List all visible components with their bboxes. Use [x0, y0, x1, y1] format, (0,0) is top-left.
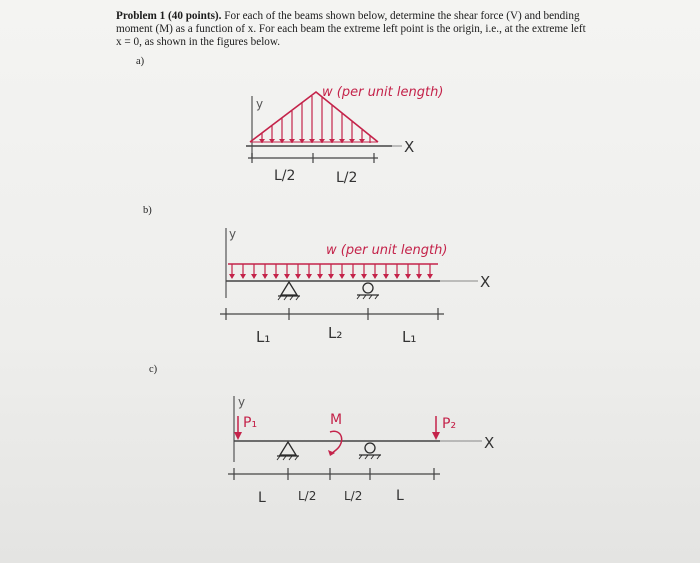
figure-b-span-right: L₁ — [402, 328, 417, 346]
part-a-label: a) — [136, 56, 145, 67]
figure-c-y-label: y — [238, 395, 246, 409]
figure-a-y-label: y — [256, 97, 264, 111]
figure-c-span-3: L/2 — [344, 489, 363, 503]
figure-a-load-label: w (per unit length) — [322, 85, 444, 100]
part-b-label: b) — [143, 205, 152, 216]
figure-b-x-label: X — [480, 273, 491, 291]
figure-c-force-right-arrowhead — [432, 432, 440, 440]
figure-c-force-left-arrowhead — [234, 432, 242, 440]
figure-b-arrowheads — [229, 274, 433, 279]
figure-c — [228, 395, 494, 506]
problem-line-2: moment (M) as a function of x. For each beam the extreme left point is the origin, i.e., at the extreme left — [116, 23, 586, 36]
problem-line-3: x = 0, as shown in the figures below. — [116, 36, 281, 49]
problem-line-1-text: For each of the beams shown below, determine the shear force (V) and bending — [221, 10, 580, 22]
part-c-label: c) — [149, 364, 158, 375]
figure-b-load-label: w (per unit length) — [326, 243, 448, 258]
figure-a-span-right: L/2 — [336, 170, 358, 186]
figure-c-force-left-label: P₁ — [243, 415, 258, 431]
figure-c-span-4: L — [396, 488, 404, 504]
figure-c-moment-arc — [330, 431, 342, 454]
figure-b-y-label: y — [229, 227, 237, 241]
figure-b-span-left: L₁ — [256, 328, 271, 346]
figure-a — [246, 85, 443, 186]
problem-heading: Problem 1 (40 points). — [116, 10, 222, 22]
figure-c-x-label: X — [484, 434, 495, 452]
figure-a-x-label: X — [404, 138, 415, 156]
figure-c-span-1: L — [258, 490, 266, 506]
figure-c-moment-label: M — [330, 412, 343, 428]
figure-a-span-left: L/2 — [274, 168, 296, 184]
figure-b-span-mid: L₂ — [328, 324, 343, 342]
figure-c-force-right-label: P₂ — [442, 416, 457, 432]
figure-b-roller-support-icon — [357, 283, 379, 299]
figure-b — [220, 227, 490, 346]
figure-b-pin-support-icon — [278, 282, 300, 300]
figure-c-span-2: L/2 — [298, 489, 317, 503]
figure-a-load-arrows — [262, 96, 370, 143]
figure-c-pin-support-icon — [277, 442, 299, 460]
figure-c-roller-support-icon — [359, 443, 381, 459]
